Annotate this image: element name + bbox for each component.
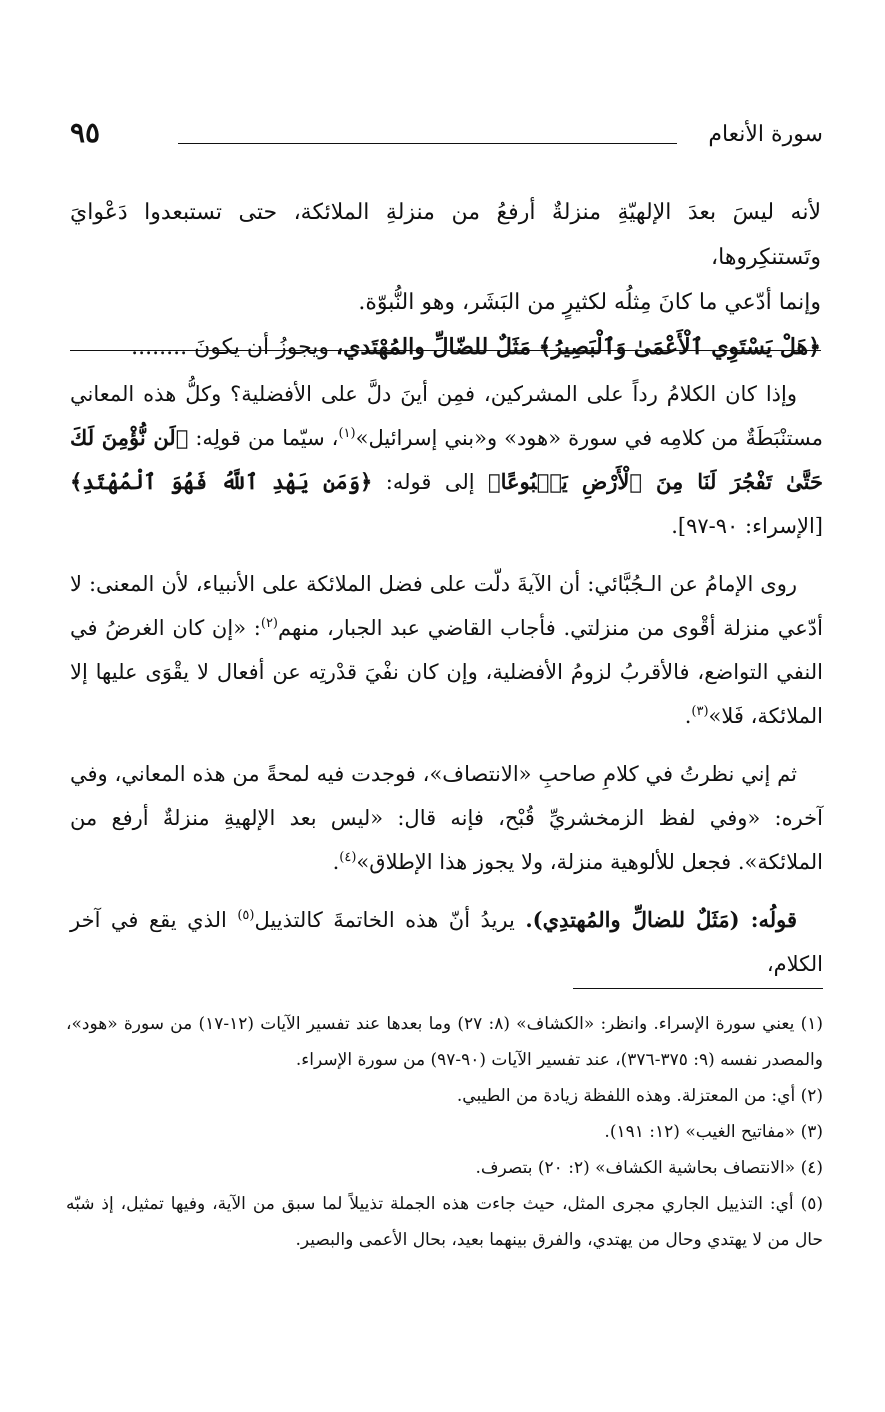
quran-quote: ﴿لَن نُّؤْمِنَ لَكَ حَتَّىٰ تَفْجُرَ لَنَا مِنَ ٱلْأَرْضِ يَنۢبُوعًا﴾: [70, 425, 823, 494]
surah-title: سورة الأنعام: [708, 122, 823, 147]
footnotes-block: [66, 1006, 823, 1258]
quran-verse: ﴿هَلْ يَسْتَوِي ٱلْأَعْمَىٰ وَٱلْبَصِيرُ﴾ مَثَلٌ للضّالِّ والمُهْتَدي،: [336, 334, 821, 360]
commentary-text: [الإسراء: ٩٠-٩٧].: [671, 514, 823, 538]
footnote-2: (٢) أي: من المعتزلة. وهذه اللفظة زيادة من الطيبي.: [456, 1086, 823, 1106]
commentary-text: ثم إني نظرتُ في كلامِ صاحبِ «الانتصاف»، فوجدت فيه لمحةً من هذه المعاني، وفي آخره: «وفي لفظ الزمخشريِّ قُبْح، فإنه قال: «ليس بعد الإلهيةِ منزلةٌ أرفع من الملائكة». فجعل للألوهية منزلة، ولا يجوز هذا الإطلاق»: [70, 762, 823, 874]
main-line-2: وإنما أدّعي ما كانَ مِثلُه لكثيرٍ من البَشَر، وهو النُّبوّة.: [358, 290, 821, 315]
commentary-text: : «إن كان الغرضُ في النفي التواضع، فالأقربُ لزومُ الأفضلية، وإن كان نفْيَ قدْرتِه عن أفعال لا يقْوَى عليها إلا الملائكة، فَلا»: [70, 616, 823, 728]
commentary-paragraph-1: [70, 372, 823, 548]
footnote-5: (٥) أي: التذييل الجاري مجرى المثل، حيث جاءت هذه الجملة تذييلاً لما سبق من الآية، وفيها تمثيل، إذ شبّه حال من لا يهتدي وحال من يهتدي، والفرق بينهما بعيد، بحال الأعمى والبصير.: [66, 1194, 823, 1250]
main-text-divider: [70, 350, 821, 351]
main-line-1: لأنه ليسَ بعدَ الإلهيّةِ منزلةٌ أرفعُ من منزلةِ الملائكة، حتى تستبعدوا دَعْوايَ وتَستنكِروها،: [70, 200, 821, 270]
commentary-text: .: [684, 704, 692, 728]
footnotes-divider: [573, 988, 823, 989]
commentary-text: ، سيّما من قولِه:: [188, 426, 339, 450]
commentary-text: الذي يقع في آخر الكلام،: [70, 908, 823, 976]
main-line-3: [70, 325, 821, 370]
lemma-quote: قولُه: (مَثَلٌ للضالِّ والمُهتدِي).: [525, 907, 797, 932]
page-header: [70, 116, 823, 156]
commentary-text: روى الإمامُ عن الـجُبَّائي: أن الآيةَ دلّت على فضل الملائكة على الأنبياء، لأن المعنى: لا أدّعي منزلة أقْوى من منزلتي. فأجاب القاضي عبد الجبار، منهم: [70, 572, 823, 640]
footnote-ref-1: (١): [338, 426, 356, 441]
footnote-3: (٣) «مفاتيح الغيب» (١٢: ١٩١).: [604, 1122, 823, 1142]
footnote-ref-2: (٢): [260, 616, 278, 631]
commentary-block: [70, 372, 823, 1000]
page-number: ٩٥: [70, 116, 101, 149]
footnote-1: (١) يعني سورة الإسراء. وانظر: «الكشاف» (٨: ٢٧) وما بعدها عند تفسير الآيات (١٢-١٧) من سورة «هود»، والمصدر نفسه (٩: ٣٧٥-٣٧٦)، عند تفسير الآيات (٩٠-٩٧) من سورة الإسراء.: [66, 1014, 823, 1070]
footnote-ref-5: (٥): [237, 908, 255, 923]
main-line-3-rest: ويجوزُ أن يكونَ ........: [131, 335, 337, 360]
footnote-4: (٤) «الانتصاف بحاشية الكشاف» (٢: ٢٠) بتصرف.: [475, 1158, 823, 1178]
quran-quote: ﴿وَمَن يَهْدِ ٱللَّهُ فَهُوَ ٱلْمُهْتَدِ﴾: [70, 469, 373, 494]
header-rule: [178, 143, 677, 144]
footnote-ref-4: (٤): [339, 850, 357, 865]
commentary-paragraph-3: [70, 752, 823, 884]
commentary-text: إلى قوله:: [372, 470, 488, 494]
commentary-text: .: [332, 850, 340, 874]
footnote-ref-3: (٣): [691, 704, 709, 719]
commentary-text: يريدُ أنّ هذه الخاتمةَ كالتذييل: [254, 908, 526, 932]
commentary-paragraph-4: [70, 898, 823, 986]
commentary-paragraph-2: [70, 562, 823, 738]
main-text-block: [70, 190, 821, 370]
commentary-text: وإذا كان الكلامُ رداً على المشركين، فمِن أينَ دلَّ على الأفضلية؟ وكلُّ هذه المعاني مستنْبَطَةٌ من كلامِه في سورة «هود» و«بني إسرائيل»: [70, 382, 823, 450]
